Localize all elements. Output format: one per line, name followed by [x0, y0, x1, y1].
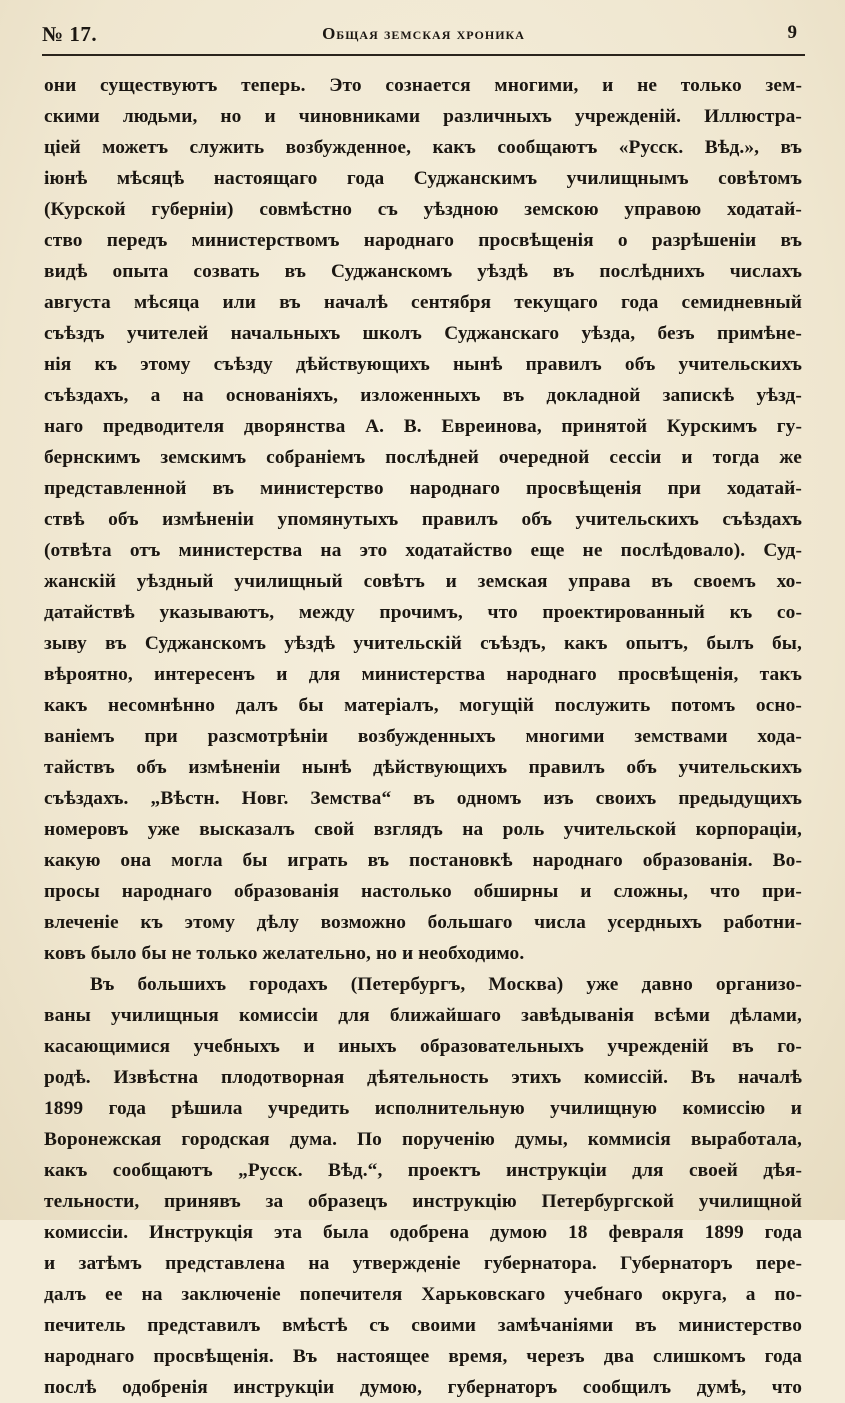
text-line: ковъ было бы не только желательно, но и необходимо.	[44, 943, 525, 964]
text-line: печитель представилъ вмѣстѣ съ своими замѣчаніями въ министерство	[44, 1315, 802, 1336]
text-line: августа мѣсяца или въ началѣ сентября текущаго года семидневный	[44, 292, 802, 313]
issue-number: № 17.	[42, 22, 98, 46]
section-title: Общая земская хроника	[322, 24, 525, 43]
text-line: Въ большихъ городахъ (Петербургъ, Москва) уже давно организо-	[90, 974, 802, 995]
text-line: какъ несомнѣнно далъ бы матеріалъ, могущій послужить потомъ осно-	[44, 695, 802, 716]
text-line: (Курской губерніи) совмѣстно съ уѣздною земскою управою ходатай-	[44, 199, 802, 220]
text-line: іюнѣ мѣсяцѣ настоящаго года Суджанскимъ училищнымъ совѣтомъ	[44, 168, 802, 189]
text-line: номеровъ уже высказалъ свой взглядъ на роль учительской корпораціи,	[44, 819, 802, 840]
text-line: 1899 года рѣшила учредить исполнительную училищную комиссію и	[44, 1098, 802, 1119]
text-line: видѣ опыта созвать въ Суджанскомъ уѣздѣ въ послѣднихъ числахъ	[44, 261, 802, 282]
text-line: ваніемъ при разсмотрѣніи возбужденныхъ многими земствами хода-	[44, 726, 802, 747]
text-line: наго предводителя дворянства А. В. Евреинова, принятой Курскимъ гу-	[44, 416, 802, 437]
text-line: ціей можетъ служить возбужденное, какъ сообщаютъ «Русск. Вѣд.», въ	[44, 137, 802, 158]
text-line: далъ ее на заключеніе попечителя Харьковскаго учебнаго округа, а по-	[44, 1284, 802, 1305]
text-line: Воронежская городская дума. По порученію думы, коммисія выработала,	[44, 1129, 802, 1150]
text-line: (отвѣта отъ министерства на это ходатайство еще не послѣдовало). Суд-	[44, 540, 802, 561]
text-line: датайствѣ указываютъ, между прочимъ, что проектированный къ со-	[44, 602, 802, 623]
text-line: какъ сообщаютъ „Русск. Вѣд.“, проектъ инструкціи для своей дѣя-	[44, 1160, 802, 1181]
text-line: касающимися учебныхъ и иныхъ образовательныхъ учрежденій въ го-	[44, 1036, 802, 1057]
text-line: съѣздахъ, а на основаніяхъ, изложенныхъ въ докладной запискѣ уѣзд-	[44, 385, 802, 406]
text-line: тайствъ объ измѣненіи нынѣ дѣйствующихъ правилъ объ учительскихъ	[44, 757, 802, 778]
text-line: скими людьми, но и чиновниками различныхъ учрежденій. Иллюстра-	[44, 106, 802, 127]
body-text	[44, 70, 802, 1403]
text-line: какую она могла бы играть въ постановкѣ народнаго образованія. Во-	[44, 850, 802, 871]
text-line: влеченіе къ этому дѣлу возможно большаго числа усердныхъ работни-	[44, 912, 802, 933]
text-line: ство передъ министерствомъ народнаго просвѣщенія о разрѣшеніи въ	[44, 230, 802, 251]
text-line: нія къ этому съѣзду дѣйствующихъ нынѣ правилъ объ учительскихъ	[44, 354, 802, 375]
text-line: съѣздъ учителей начальныхъ школъ Суджанскаго уѣзда, безъ примѣне-	[44, 323, 802, 344]
text-line: они существуютъ теперь. Это сознается многими, и не только зем-	[44, 75, 802, 96]
page-number: 9	[787, 22, 797, 43]
text-line: комиссіи. Инструкція эта была одобрена думою 18 февраля 1899 года	[44, 1222, 802, 1243]
text-line: тельности, принявъ за образецъ инструкцію Петербургской училищной	[44, 1191, 802, 1212]
text-line: и затѣмъ представлена на утвержденіе губернатора. Губернаторъ пере-	[44, 1253, 802, 1274]
text-line: жанскій уѣздный училищный совѣтъ и земская управа въ своемъ хо-	[44, 571, 802, 592]
text-line: ваны училищныя комиссіи для ближайшаго завѣдыванія всѣми дѣлами,	[44, 1005, 802, 1026]
text-line: бернскимъ земскимъ собраніемъ послѣдней очередной сессіи и тогда же	[44, 447, 802, 468]
text-line: ствѣ объ измѣненіи упомянутыхъ правилъ объ учительскихъ съѣздахъ	[44, 509, 802, 530]
running-header	[42, 18, 805, 56]
text-line: зыву въ Суджанскомъ уѣздѣ учительскій съѣздъ, какъ опытъ, былъ бы,	[44, 633, 802, 654]
text-line: просы народнаго образованія настолько обширны и сложны, что при-	[44, 881, 802, 902]
text-line: народнаго просвѣщенія. Въ настоящее время, черезъ два слишкомъ года	[44, 1346, 802, 1367]
text-line: вѣроятно, интересенъ и для министерства народнаго просвѣщенія, такъ	[44, 664, 802, 685]
text-line: послѣ одобренія инструкціи думою, губернаторъ сообщилъ думѣ, что	[44, 1377, 802, 1398]
text-line: съѣздахъ. „Вѣстн. Новг. Земства“ въ одномъ изъ своихъ предыдущихъ	[44, 788, 802, 809]
text-line: родѣ. Извѣстна плодотворная дѣятельность этихъ комиссій. Въ началѣ	[44, 1067, 802, 1088]
text-line: представленной въ министерство народнаго просвѣщенія при ходатай-	[44, 478, 802, 499]
